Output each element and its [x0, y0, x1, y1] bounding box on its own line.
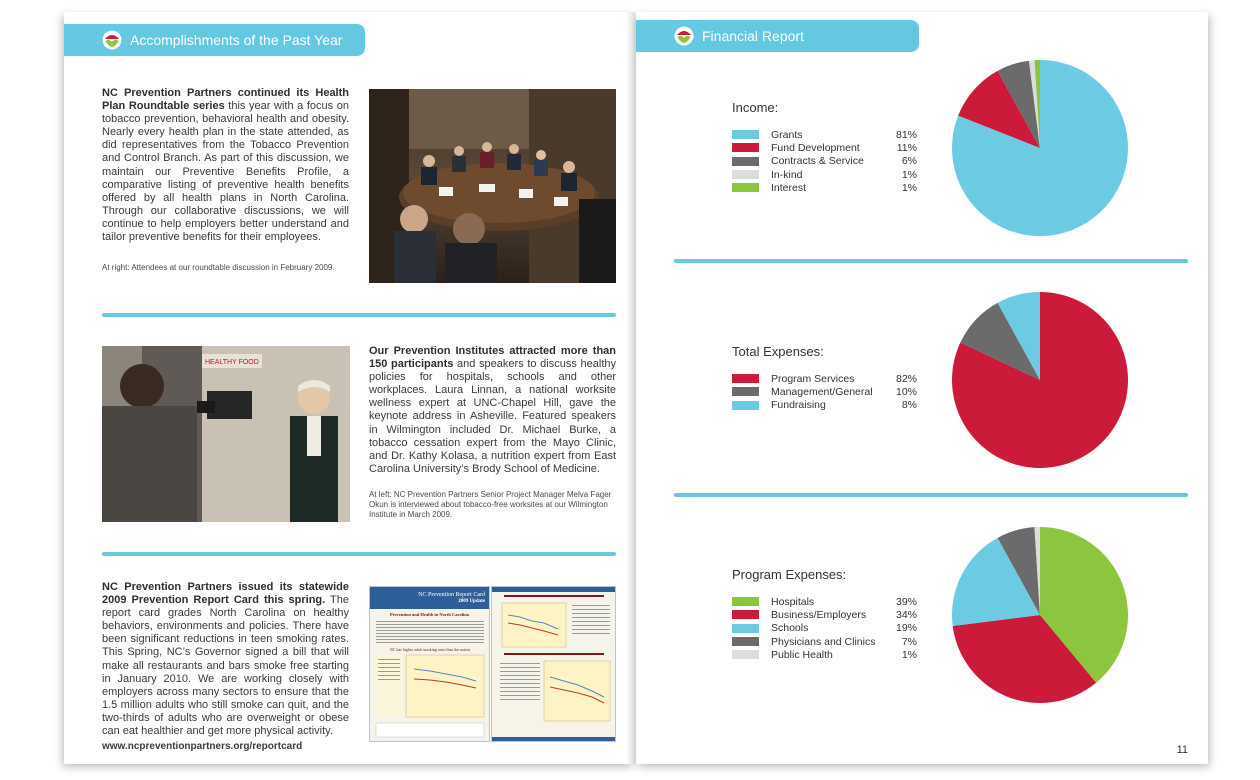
report-card-banner — [370, 587, 489, 609]
legend-label: Interest — [771, 181, 807, 194]
legend-label: Business/Employers — [771, 608, 867, 621]
report-card-paragraph — [102, 581, 349, 738]
legend-swatch — [732, 143, 759, 152]
legend-label: Contracts & Service — [771, 155, 864, 168]
legend-label: Public Health — [771, 648, 833, 661]
section-header-title: Accomplishments of the Past Year — [130, 32, 343, 48]
section-header-accomplishments — [64, 24, 365, 56]
legend-label: Fund Development — [771, 141, 860, 154]
legend-label: In-kind — [771, 168, 803, 181]
institutes-paragraph — [369, 345, 616, 476]
legend-item-program-services — [732, 372, 917, 385]
total-expenses-pie-chart — [948, 288, 1132, 472]
legend-item-business-employers — [732, 608, 917, 621]
legend-swatch — [732, 387, 759, 396]
legend-percent: 1% — [901, 648, 917, 661]
income-pie-chart — [948, 56, 1132, 240]
legend-percent: 10% — [895, 385, 917, 398]
chart-divider-1 — [674, 259, 1188, 263]
left-page — [64, 12, 634, 764]
legend-label: Fundraising — [771, 399, 826, 412]
legend-percent: 82% — [895, 372, 917, 385]
legend-swatch — [732, 183, 759, 192]
legend-swatch — [732, 597, 759, 606]
legend-label: Schools — [771, 622, 809, 635]
legend-item-interest — [732, 181, 917, 194]
roundtable-lead: NC Prevention Partners continued its Health Plan Roundtable series — [102, 87, 349, 113]
program-expenses-pie-chart — [948, 523, 1132, 707]
legend-percent: 81% — [895, 128, 917, 141]
chart-divider-2 — [674, 493, 1188, 497]
roundtable-caption: At right: Attendees at our roundtable discussion in February 2009. — [102, 263, 335, 272]
legend-label: Management/General — [771, 385, 873, 398]
legend-swatch — [732, 650, 759, 659]
legend-percent: 1% — [901, 168, 917, 181]
ncpp-logo-icon — [674, 26, 694, 46]
legend-item-fund-development — [732, 141, 917, 154]
institutes-caption: At left: NC Prevention Partners Senior Project Manager Melva Fager Okun is interviewed about tobacco-free worksites at our Wilmington Institute in March 2009. — [369, 490, 612, 519]
legend-swatch — [732, 374, 759, 383]
legend-percent: 8% — [901, 399, 917, 412]
legend-item-public-health — [732, 648, 917, 661]
roundtable-photo — [369, 89, 616, 283]
legend-item-physicians-and-clinics — [732, 635, 917, 648]
report-card-link[interactable]: www.ncpreventionpartners.org/reportcard — [102, 741, 303, 752]
legend-swatch — [732, 130, 759, 139]
institutes-lead: Our Prevention Institutes attracted more than 150 participants — [369, 345, 616, 371]
section-header-financial — [636, 20, 919, 52]
legend-swatch — [732, 401, 759, 410]
page-number: 11 — [1176, 744, 1188, 756]
legend-swatch — [732, 170, 759, 179]
legend-label: Physicians and Clinics — [771, 635, 876, 648]
legend-item-fundraising — [732, 399, 917, 412]
income-title: Income: — [732, 100, 779, 115]
report-card-back-thumbnail — [491, 586, 616, 742]
ncpp-logo-icon — [102, 30, 122, 50]
legend-item-management-general — [732, 385, 917, 398]
program-expenses-legend — [732, 595, 917, 661]
program-expenses-title: Program Expenses: — [732, 567, 847, 582]
report-card-title: NC Prevention Report Card — [418, 591, 485, 598]
legend-percent: 7% — [901, 635, 917, 648]
legend-label: Grants — [771, 128, 803, 141]
report-card-chart-title: NC has higher adult smoking rates than the nation — [389, 647, 471, 652]
legend-item-contracts-service — [732, 155, 917, 168]
legend-percent: 39% — [895, 595, 917, 608]
legend-item-in-kind — [732, 168, 917, 181]
section-header-title: Financial Report — [702, 28, 804, 44]
section-divider-2 — [102, 552, 616, 556]
total-expenses-legend — [732, 372, 917, 412]
legend-percent: 6% — [901, 155, 917, 168]
legend-percent: 11% — [896, 141, 917, 154]
report-card-back-content — [492, 587, 616, 742]
total-expenses-title: Total Expenses: — [732, 344, 824, 359]
right-page — [636, 12, 1208, 764]
report-card-heading: Prevention and Health in North Carolina — [390, 612, 469, 617]
legend-swatch — [732, 610, 759, 619]
institutes-body: and speakers to discuss healthy policies for hospitals, schools and other workplaces. Laura Linnan, a national worksite wellness expert at UNC-Chapel Hill, gave the keynote address in Asheville. Featured speakers in Wilmington included Dr. Michael Burke, a tobacco cessation expert from the Mayo Clinic, and Dr. Kathy Kolasa, a nutrition expert from East Carolina University’s Brody School of Medicine. — [369, 358, 617, 475]
section-divider-1 — [102, 313, 616, 317]
interview-photo — [102, 346, 350, 522]
legend-label: Hospitals — [771, 595, 815, 608]
legend-swatch — [732, 157, 759, 166]
legend-percent: 1% — [901, 181, 917, 194]
legend-item-schools — [732, 622, 917, 635]
legend-item-hospitals — [732, 595, 917, 608]
report-card-lead: NC Prevention Partners issued its statewide 2009 Prevention Report Card this spring. — [102, 581, 349, 607]
report-card-subtitle: 2009 Update — [458, 598, 485, 604]
legend-swatch — [732, 637, 759, 646]
report-card-body: The report card grades North Carolina on healthy behaviors, environments and policies. There have been significant reductions in teen smoking rates. This Spring, NC’s Governor signed a bill that will make all restaurants and bars smoke free starting in January 2010. We are working closely with employers across many sectors to ensure that the 1.5 million adults who still smoke can quit, and the two-thirds of adults who are overweight or obese can eat healthier and get more physical activity. — [102, 594, 349, 738]
legend-swatch — [732, 624, 759, 633]
legend-item-grants — [732, 128, 917, 141]
income-legend — [732, 128, 917, 194]
report-card-front-thumbnail — [369, 586, 490, 742]
legend-percent: 19% — [895, 622, 917, 635]
legend-label: Program Services — [771, 372, 855, 385]
report-card-front-content — [370, 619, 490, 742]
roundtable-body: this year with a focus on tobacco prevention, behavioral health and obesity. Nearly every health plan in the state attended, as did representatives from the Tobacco Prevention and Control Branch. As part of this discussion, we maintain our Preventive Benefits Profile, a comparative listing of preventive health benefits offered by all health plans in North Carolina. Through our collaborative discussions, we will continue to help employers better understand and tailor preventive benefits for their employees. — [102, 100, 349, 244]
roundtable-paragraph — [102, 87, 349, 244]
legend-percent: 34% — [895, 608, 917, 621]
photo-sign-text: HEALTHY FOOD — [205, 359, 259, 366]
